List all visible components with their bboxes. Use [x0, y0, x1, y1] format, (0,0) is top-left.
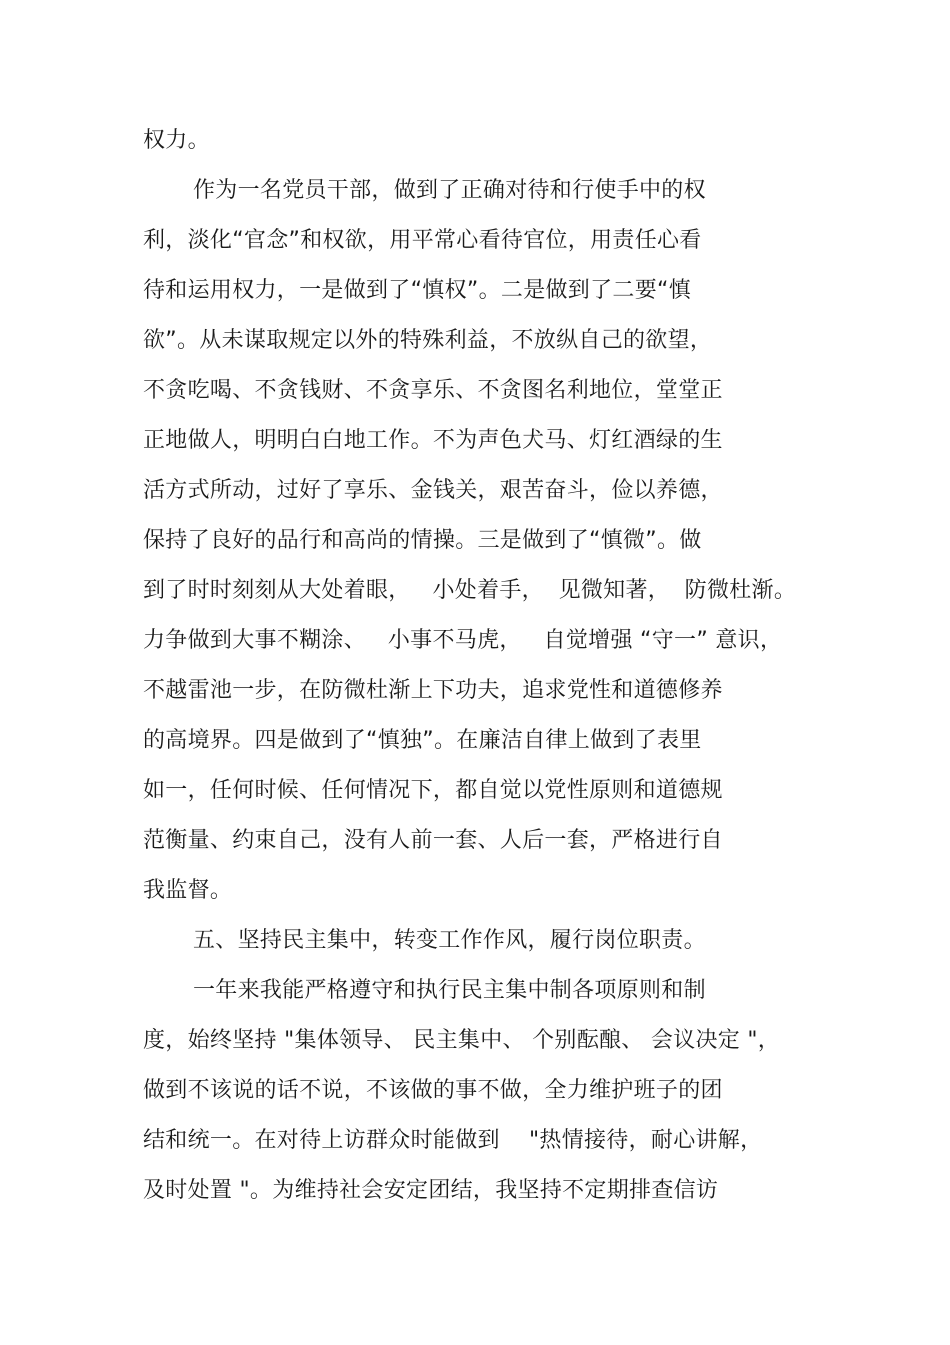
text-line-20: 做到不该说的话不说，不该做的事不做，全力维护班子的团 [143, 1078, 723, 1103]
text-line-13: 的高境界。四是做到了“慎独”。在廉洁自律上做到了表里 [143, 728, 702, 753]
text-line-15: 范衡量、约束自己，没有人前一套、人后一套，严格进行自 [143, 828, 723, 853]
text-line-5: 欲”。从未谋取规定以外的特殊利益，不放纵自己的欲望， [143, 328, 713, 353]
text-line-1: 权力。 [143, 128, 210, 153]
text-line-14: 如一，任何时候、任何情况下，都自觉以党性原则和道德规 [143, 778, 723, 803]
text-line-16: 我监督。 [143, 878, 233, 903]
text-line-7: 正地做人，明明白白地工作。不为声色犬马、灯红酒绿的生 [143, 428, 723, 453]
section-heading: 五、坚持民主集中，转变工作作风，履行岗位职责。 [193, 928, 706, 953]
text-line-6: 不贪吃喝、不贪钱财、不贪享乐、不贪图名利地位，堂堂正 [143, 378, 723, 403]
text-line-10: 到了时时刻刻从大处着眼， 小处着手， 见微知著， 防微杜渐。 [143, 578, 797, 603]
text-line-12: 不越雷池一步，在防微杜渐上下功夫，追求党性和道德修养 [143, 678, 723, 703]
text-line-2: 作为一名党员干部，做到了正确对待和行使手中的权 [193, 178, 706, 203]
text-line-22: 及时处置 "。为维持社会安定团结，我坚持不定期排查信访 [143, 1178, 719, 1203]
text-line-11: 力争做到大事不糊涂、 小事不马虎， 自觉增强 “守一” 意识， [143, 628, 783, 653]
text-line-8: 活方式所动，过好了享乐、金钱关，艰苦奋斗，俭以养德， [143, 478, 723, 503]
text-line-18: 一年来我能严格遵守和执行民主集中制各项原则和制 [193, 978, 706, 1003]
text-line-21: 结和统一。在对待上访群众时能做到 "热情接待，耐心讲解， [143, 1128, 763, 1153]
text-line-9: 保持了良好的品行和高尚的情操。三是做到了“慎微”。做 [143, 528, 702, 553]
text-line-19: 度，始终坚持 "集体领导、 民主集中、 个别酝酿、 会议决定 "， [143, 1028, 781, 1053]
text-line-4: 待和运用权力，一是做到了“慎权”。二是做到了二要“慎 [143, 278, 691, 303]
text-line-3: 利，淡化“官念”和权欲，用平常心看待官位，用责任心看 [143, 228, 702, 253]
